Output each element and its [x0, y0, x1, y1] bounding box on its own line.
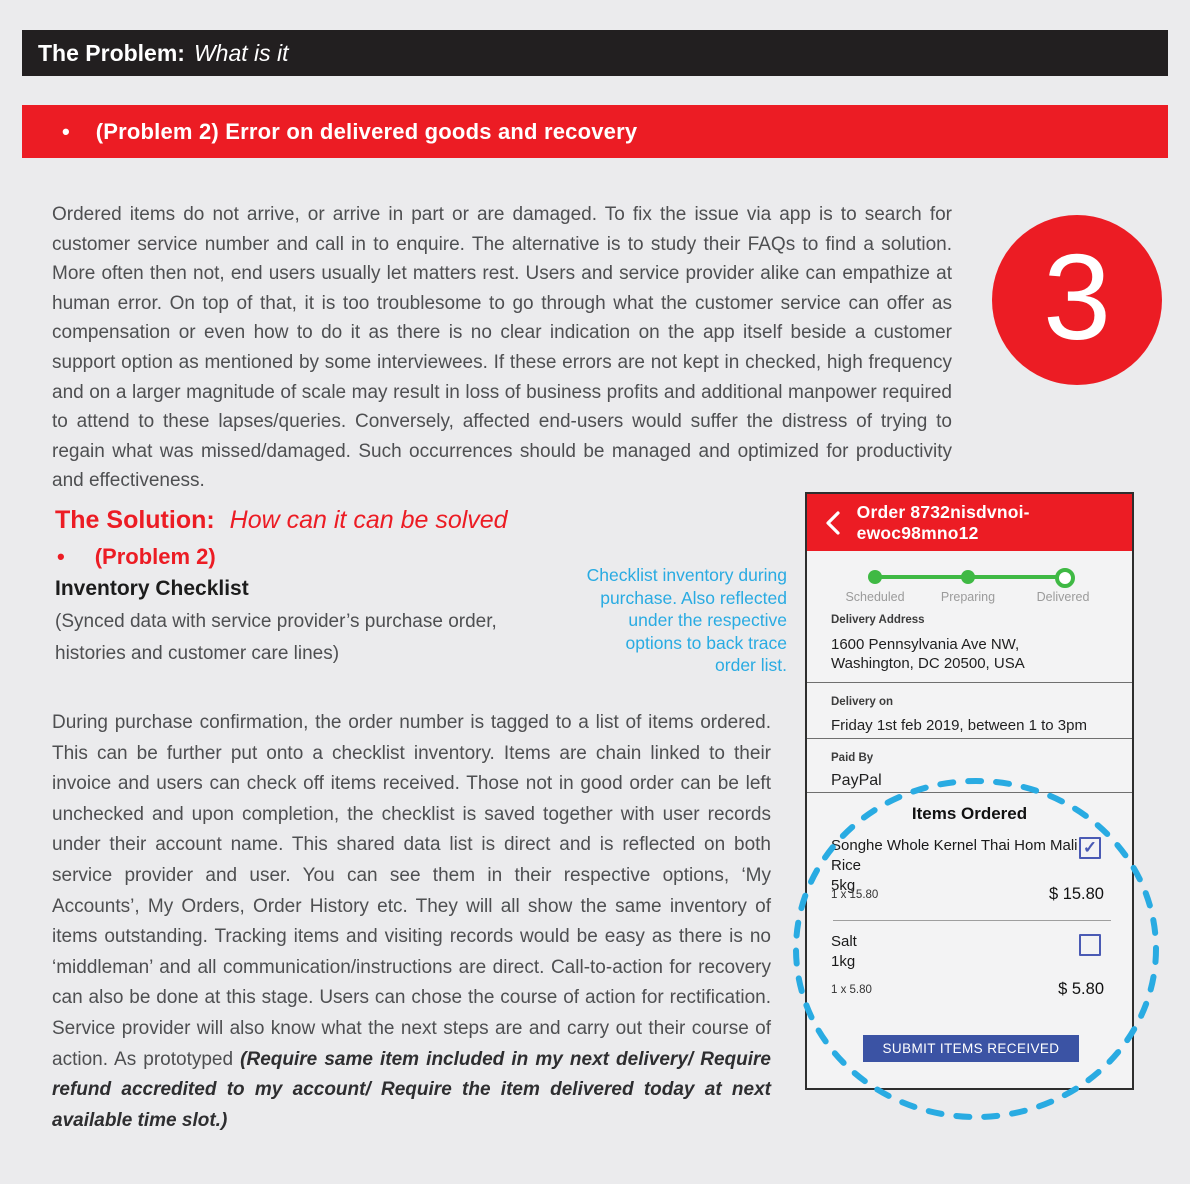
- problem-paragraph: Ordered items do not arrive, or arrive in part or are damaged. To fix the issue via app is to search for customer service number and call in to enquire. The alternative is to study their FAQs to find a solution. More often then not, end users usually let matters rest. Users and service provider alike can empathize at human error. On top of that, it is too troublesome to go through what the customer service can offer as compensation or even how to do it as there is no clear indication on the app itself beside a customer support option as mentioned by some interviewees. If these errors are not kept in checked, high frequency and on a larger magnitude of scale may result in loss of business profits and additional manpower required to attend to these lapses/queries. Conversely, affected end-users would suffer the distress of trying to regain what was missed/damaged. Such occurrences should be managed and optimized for productivity and effectiveness.: [52, 204, 952, 492]
- delivery-on-label: Delivery on: [831, 696, 893, 708]
- annotation-line: under the respective: [628, 610, 787, 630]
- item-size: 1kg: [831, 953, 856, 970]
- solution-paragraph-emphasis: (Require same item included in my next delivery/ Require refund accredited to my account/ Require the item delivered today at next available time slot.): [52, 1048, 771, 1131]
- phone-mockup: [805, 492, 1134, 1090]
- feature-subtitle-line: (Synced data with service provider’s purchase order,: [55, 611, 497, 632]
- solution-bullet-line: [57, 544, 216, 570]
- annotation-line: Checklist inventory during: [586, 565, 787, 585]
- solution-paragraph: [52, 708, 771, 1136]
- feature-title: Inventory Checklist: [55, 577, 249, 600]
- section-header-bar: [22, 30, 1168, 76]
- solution-heading-italic: How can it can be solved: [229, 506, 508, 534]
- item-unit-price: 1 x 5.80: [831, 984, 872, 996]
- checkmark-icon: ✓: [1082, 838, 1098, 857]
- section-subtitle: What is it: [193, 39, 289, 66]
- paid-by-label: Paid By: [831, 752, 874, 764]
- submit-items-received-button[interactable]: SUBMIT ITEMS RECEIVED: [863, 1035, 1079, 1062]
- feature-subtitle: [55, 606, 497, 670]
- progress-dot-preparing: [961, 570, 975, 584]
- problem-banner-label: (Problem 2) Error on delivered goods and recovery: [95, 118, 638, 144]
- progress-label-scheduled: Scheduled: [845, 590, 905, 604]
- section-divider: [807, 792, 1132, 793]
- item-name: Songhe Whole Kernel Thai Hom Mali Rice: [831, 837, 1078, 874]
- problem-banner: [22, 105, 1168, 158]
- paid-by-value: PayPal: [831, 772, 882, 789]
- bullet-glyph: •: [57, 544, 65, 569]
- order-title: Order 8732nisdvnoi-ewoc98mno12: [856, 501, 1030, 543]
- phone-header: [807, 494, 1132, 551]
- step-number-badge: 3: [992, 215, 1162, 385]
- items-ordered-title: Items Ordered: [911, 804, 1028, 823]
- delivery-address-value: [831, 635, 1025, 673]
- item-row: [831, 836, 1083, 896]
- item-checkbox-unchecked[interactable]: [1079, 934, 1101, 956]
- annotation-line: order list.: [715, 655, 787, 675]
- solution-problem-label: (Problem 2): [94, 544, 216, 569]
- progress-dot-scheduled: [868, 570, 882, 584]
- item-name: Salt: [831, 933, 857, 950]
- delivery-address-line: Washington, DC 20500, USA: [831, 655, 1025, 672]
- order-progress-tracker: [807, 556, 1132, 604]
- progress-dot-delivered: [1055, 568, 1075, 588]
- delivery-address-label: Delivery Address: [831, 614, 925, 626]
- item-divider: [833, 920, 1111, 921]
- back-chevron-icon[interactable]: [824, 509, 843, 537]
- solution-heading: [55, 506, 508, 535]
- solution-paragraph-main: During purchase confirmation, the order number is tagged to a list of items ordered. This can be further put onto a checklist inventory. Items are chain linked to their invoice and users can check off items received. Those not in good order can be left unchecked and upon completion, the checklist is saved together with user records under their account name. This shared data list is direct and is reflected on both service provider and user. You can see them in their respective options, ‘My Accounts’, My Orders, Order History etc. They will all show the same inventory of items outstanding. Tracking items and visiting records would be easy as there is no ‘middleman’ and all communication/instructions are direct. Call-to-action for recovery can also be done at this stage. Users can chose the course of action for rectification. Service provider will also know what the next steps are and carry out their course of action. As prototyped: [52, 712, 771, 1070]
- progress-label-preparing: Preparing: [940, 590, 996, 604]
- item-unit-price: 1 x 15.80: [831, 889, 879, 901]
- section-divider: [807, 738, 1132, 739]
- item-total: $ 15.80: [1048, 885, 1104, 903]
- solution-heading-bold: The Solution:: [55, 506, 215, 534]
- delivery-address-line: 1600 Pennsylvania Ave NW,: [831, 636, 1020, 653]
- item-row: [831, 932, 1083, 972]
- annotation-line: purchase. Also reflected: [600, 587, 787, 608]
- annotation-callout: [545, 564, 787, 677]
- item-checkbox-checked[interactable]: [1079, 837, 1101, 859]
- progress-label-delivered: Delivered: [1036, 590, 1090, 604]
- annotation-line: options to back trace: [625, 632, 787, 653]
- section-divider: [807, 682, 1132, 683]
- item-total: $ 5.80: [1058, 980, 1104, 998]
- feature-subtitle-line: histories and customer care lines): [55, 643, 340, 664]
- item-size: 5kg: [831, 877, 856, 894]
- delivery-on-value: Friday 1st feb 2019, between 1 to 3pm: [831, 717, 1087, 734]
- bullet-glyph: •: [62, 118, 70, 144]
- section-title: The Problem:: [38, 39, 185, 66]
